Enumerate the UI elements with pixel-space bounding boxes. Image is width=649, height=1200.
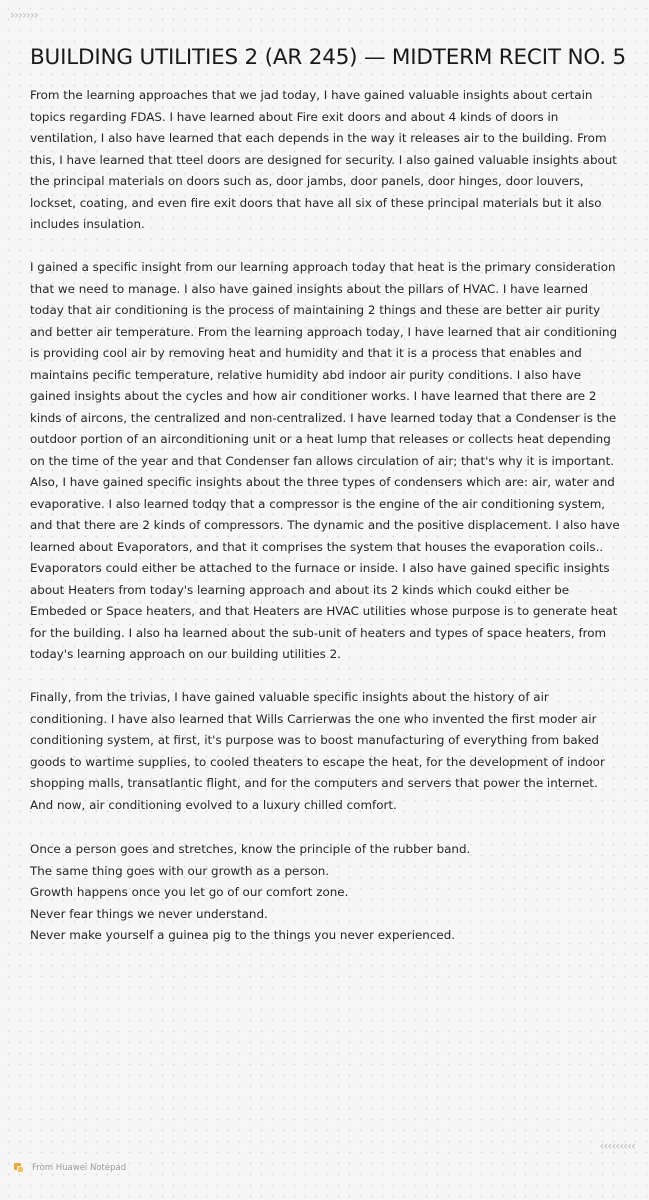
note-title: BUILDING UTILITIES 2 (AR 245) — MIDTERM RECIT NO. 5 [30, 45, 626, 70]
bottom-chevron-decoration: ‹‹‹‹‹‹‹‹‹ [599, 1139, 635, 1153]
paragraph-trivia: Finally, from the trivias, I have gained valuable specific insights about the history of air conditioning. I have also learned that Wills Carrierwas the one who invented the first moder air conditioning system, at first, it's purpose was to boost manufacturing of everything from baked goods to wartime supplies, to cooled theaters to escape the heat, for the development of indoor shopping malls, transatlantic flight, and for the computers and servers that power the internet. And now, air conditioning evolved to a luxury chilled comfort. [30, 690, 605, 812]
paragraph-hvac: I gained a specific insight from our learning approach today that heat is the primary consideration that we need to manage. I also have gained insights about the pillars of HVAC. I have learned today that air conditioning is the process of maintaining 2 things and these are better air purity and better air temperature. From the learning approach today, I have learned that air conditioning is providing cool air by removing heat and humidity and that it is a process that enables and maintains pecific temperature, relative humidity abd indoor air purity conditions. I also have gained insights about the cycles and how air conditioner works. I have learned that there are 2 kinds of aircons, the centralized and non-centralized. I have learned today that a Condenser is the outdoor portion of an airconditioning unit or a heat lump that releases or collects heat depending on the time of the year and that Condenser fan allows circulation of air; that's why it is important. Also, I have gained specific insights about the three types of condensers which are: air, water and evaporative. I also learned todqy that a compressor is the engine of the air conditioning system, and that there are 2 kinds of compressors. The dynamic and the positive displacement. I also have learned about Evaporators, and that it comprises the system that houses the evaporation coils.. Evaporators could either be attached to the furnace or inside. I also have gained specific insights about Heaters from today's learning approach and about its 2 kinds which coukd either be Embeded or Space heaters, and that Heaters are HVAC utilities whose purpose is to generate heat for the building. I also ha learned about the sub-unit of heaters and types of space heaters, from today's learning approach on our building utilities 2. [30, 260, 620, 661]
footer-label: From Huawei Notepad [32, 1163, 127, 1173]
quote-line: Never fear things we never understand. [30, 906, 268, 921]
note-body [30, 85, 622, 838]
quote-line: Never make yourself a guinea pig to the things you never experienced. [30, 928, 456, 942]
quote-line: Once a person goes and stretches, know the principle of the rubber band. [30, 842, 471, 856]
quote-line: Growth happens once you let go of our comfort zone. [30, 885, 349, 899]
quote-line: The same thing goes with our growth as a person. [30, 863, 330, 878]
source-footer [14, 1161, 126, 1175]
reflection-quote [30, 839, 622, 947]
top-chevron-decoration: ››››››› [10, 8, 38, 22]
notepad-logo-icon [14, 1163, 24, 1173]
paragraph-fdas: From the learning approaches that we jad today, I have gained valuable insights about certain topics regarding FDAS. I have learned about Fire exit doors and about 4 kinds of doors in ventilation, I also have learned that each depends in the way it releases air to the building. From this, I have learned that tteel doors are designed for security. I also gained valuable insights about the principal materials on doors such as, door jambs, door panels, door hinges, door louvers, lockset, coating, and even fire exit doors that have all six of these principal materials but it also includes insulation. [30, 88, 617, 231]
